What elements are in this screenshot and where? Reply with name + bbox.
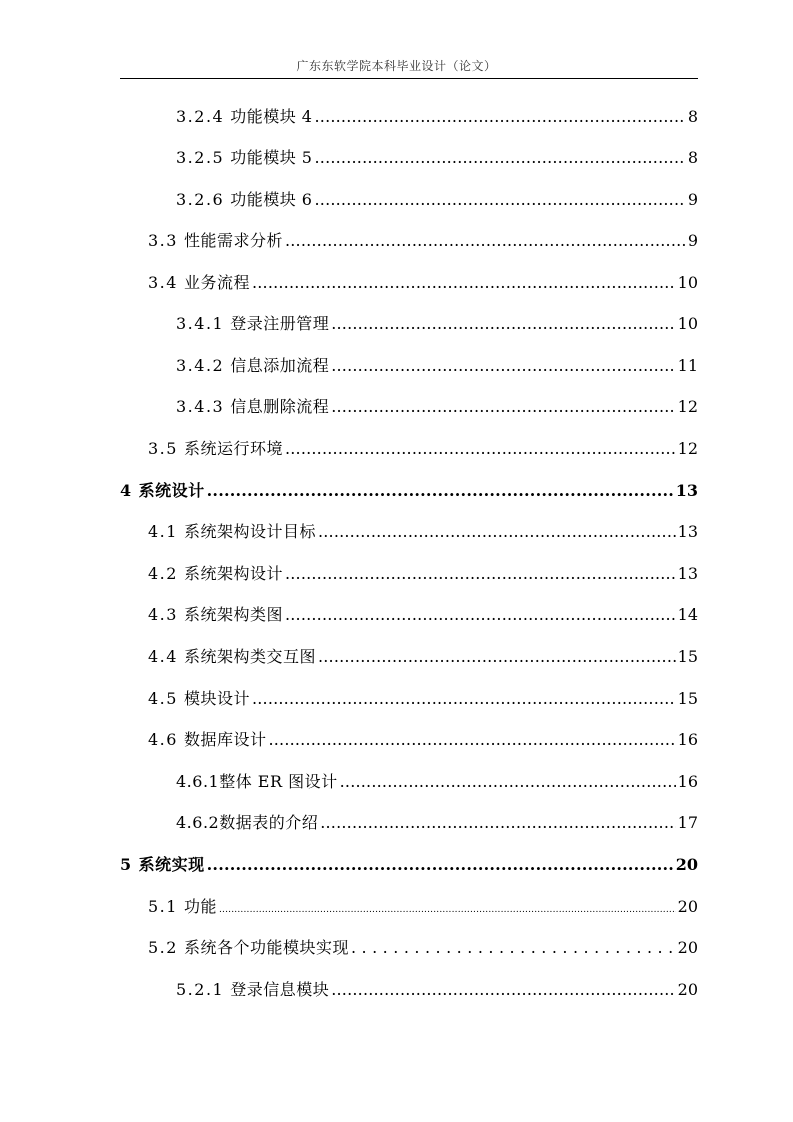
toc-page: 11 [677,356,698,375]
toc-leader [340,769,676,795]
toc-leader [331,977,675,1003]
toc-title: 业务流程 [183,273,250,292]
page-header: 广东东软学院本科毕业设计（论文） [296,59,497,73]
toc-title: 功能 [183,897,217,916]
toc-page: 10 [677,314,698,333]
toc-leader [207,852,674,878]
toc-number: 5 [120,855,133,874]
toc-entry[interactable] [148,686,698,712]
toc-number: 3.3 [148,231,178,250]
toc-entry[interactable] [176,311,698,337]
toc-number: 4.2 [148,564,178,583]
toc-number: 3.2.5 [176,148,225,167]
toc-number: 4.4 [148,647,178,666]
toc-page: 16 [677,772,698,791]
toc-number: 4.1 [148,522,178,541]
toc-number: 5.1 [148,897,178,916]
toc-entry[interactable] [176,145,698,171]
toc-entry[interactable] [176,769,698,795]
toc-title: 功能模块 6 [230,190,313,209]
toc-number: 4.6 [148,730,178,749]
toc-title: 功能模块 5 [230,148,313,167]
toc-leader [285,228,686,254]
toc-title: 整体 ER 图设计 [219,772,338,791]
toc-leader [320,810,675,836]
toc-title: 系统实现 [138,855,205,874]
toc-page: 9 [687,190,698,209]
toc-entry[interactable] [120,852,698,878]
toc-leader [207,478,674,504]
toc-number: 5.2 [148,938,178,957]
toc-leader [315,187,686,213]
toc-leader [318,644,676,670]
toc-entry[interactable] [176,353,698,379]
toc-page: 16 [677,730,698,749]
toc-leader [315,104,686,130]
toc-title: 登录信息模块 [230,980,330,999]
toc-leader [331,353,675,379]
toc-number: 3.5 [148,439,178,458]
toc-leader [268,727,675,753]
toc-number: 3.2.6 [176,190,225,209]
toc-entry[interactable] [148,519,698,545]
toc-page: 13 [675,481,698,500]
toc-number: 4 [120,481,133,500]
toc-entry[interactable] [148,935,698,961]
toc-title: 性能需求分析 [183,231,283,250]
toc-entry[interactable] [176,977,698,1003]
toc-number: 4.5 [148,689,178,708]
toc-page: 8 [687,107,698,126]
toc-entry[interactable] [176,187,698,213]
toc-title: 数据库设计 [183,730,267,749]
toc-page: 15 [677,647,698,666]
toc-page: 12 [677,397,698,416]
toc-page: 20 [677,980,698,999]
toc-entry[interactable] [176,810,698,836]
toc-title: 系统架构设计目标 [183,522,316,541]
toc-entry[interactable] [148,727,698,753]
toc-entry[interactable] [148,894,698,920]
toc-page: 20 [677,897,698,916]
toc-leader [252,270,676,296]
toc-entry[interactable] [176,394,698,420]
toc-number: 4.6.2 [176,813,220,832]
toc-title: 数据表的介绍 [219,813,319,832]
toc-page: 10 [677,273,698,292]
toc-page: 20 [677,938,698,957]
toc-leader [285,436,676,462]
toc-leader [219,897,676,923]
toc-leader [351,935,676,961]
toc-page: 13 [677,564,698,583]
toc-number: 3.4.1 [176,314,225,333]
toc-title: 系统架构类交互图 [183,647,316,666]
toc-number: 4.6.1 [176,772,220,791]
toc-leader [331,394,675,420]
toc-entry[interactable] [120,478,698,504]
toc-title: 功能模块 4 [230,107,313,126]
toc-number: 4.3 [148,605,178,624]
toc-entry[interactable] [176,104,698,130]
toc-entry[interactable] [148,270,698,296]
toc-entry[interactable] [148,644,698,670]
toc-entry[interactable] [148,228,698,254]
toc-page: 14 [677,605,698,624]
header-rule [120,78,698,79]
toc-leader [318,519,676,545]
toc-title: 模块设计 [183,689,250,708]
toc-entry[interactable] [148,561,698,587]
toc-title: 系统各个功能模块实现 [183,938,349,957]
toc-leader [331,311,675,337]
toc-title: 登录注册管理 [230,314,330,333]
toc-title: 系统设计 [138,481,205,500]
toc-number: 3.2.4 [176,107,225,126]
toc-entry[interactable] [148,602,698,628]
toc-title: 系统架构类图 [183,605,283,624]
toc-leader [252,686,676,712]
toc-page: 9 [687,231,698,250]
toc-leader [315,145,686,171]
toc-page: 13 [677,522,698,541]
toc-entry[interactable] [148,436,698,462]
toc-page: 20 [675,855,698,874]
toc-page: 17 [677,813,698,832]
toc-number: 3.4 [148,273,178,292]
toc-number: 3.4.3 [176,397,225,416]
toc-title: 信息添加流程 [230,356,330,375]
toc-title: 信息删除流程 [230,397,330,416]
toc-title: 系统运行环境 [183,439,283,458]
toc-number: 3.4.2 [176,356,225,375]
toc-page: 8 [687,148,698,167]
toc-page: 15 [677,689,698,708]
toc-title: 系统架构设计 [183,564,283,583]
toc-leader [285,561,676,587]
toc-number: 5.2.1 [176,980,225,999]
toc-leader [285,602,676,628]
toc-page: 12 [677,439,698,458]
